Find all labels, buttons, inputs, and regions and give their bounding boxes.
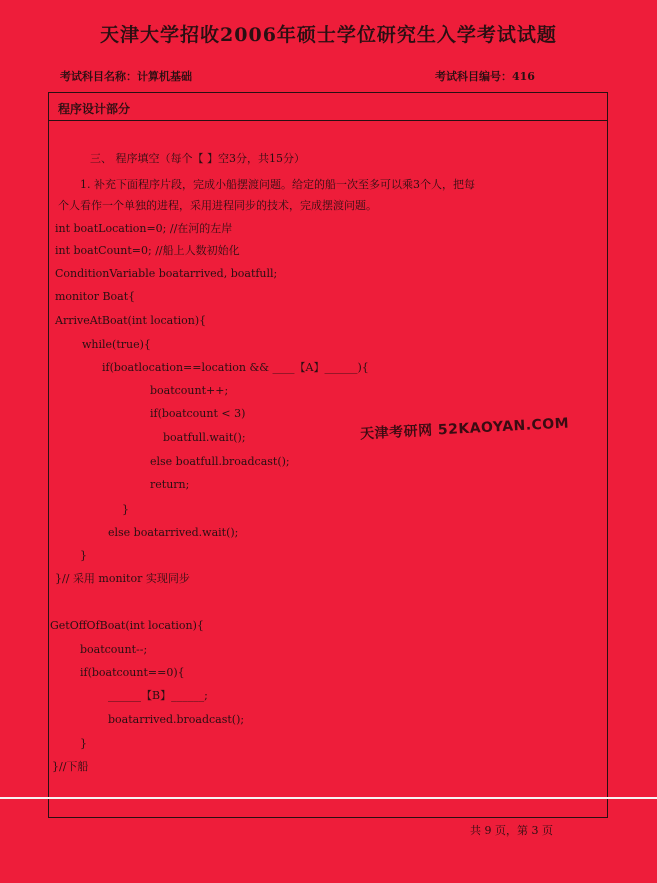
code-line-blank-a: if(boatlocation==location && ____【A】______){: [102, 361, 369, 374]
section-title: 程序设计部分: [58, 102, 131, 116]
code-line: else boatarrived.wait();: [108, 526, 239, 539]
page-footer: 共 9 页，第 3 页: [470, 824, 553, 837]
subject-code-label: 考试科目编号：416: [435, 70, 535, 83]
code-line: }: [80, 737, 87, 750]
code-line: boatfull.wait();: [163, 431, 246, 444]
code-line: ConditionVariable boatarrived, boatfull;: [55, 267, 278, 280]
question-heading: 三、 程序填空（每个【 】空3分，共15分）: [90, 152, 305, 165]
exam-title: 天津大学招收2006年硕士学位研究生入学考试试题: [100, 24, 557, 46]
code-line: boatarrived.broadcast();: [108, 713, 245, 726]
question-text-line: 个人看作一个单独的进程，采用进程同步的技术，完成摆渡问题。: [58, 199, 377, 212]
scan-artifact-line: [0, 797, 657, 799]
code-line: while(true){: [82, 338, 151, 351]
code-line: int boatLocation=0; //在河的左岸: [55, 222, 233, 235]
code-line: }: [80, 549, 87, 562]
code-line: GetOffOfBoat(int location){: [50, 619, 204, 632]
watermark-stamp: 天津考研网 52KAOYAN.COM: [359, 415, 570, 443]
code-line-blank-b: ______【B】______;: [108, 689, 208, 702]
subject-name-label: 考试科目名称：计算机基础: [60, 70, 192, 83]
code-line: if(boatcount==0){: [80, 666, 185, 679]
question-text-line: 1. 补充下面程序片段，完成小船摆渡问题。给定的船一次至多可以乘3个人，把每: [80, 178, 475, 191]
code-line: }//下船: [52, 760, 89, 773]
code-line: }// 采用 monitor 实现同步: [55, 572, 190, 585]
code-line: monitor Boat{: [55, 290, 136, 303]
section-divider: [48, 120, 608, 121]
code-line: boatcount++;: [150, 384, 229, 397]
code-line: if(boatcount < 3): [150, 407, 246, 420]
code-line: ArriveAtBoat(int location){: [55, 314, 207, 327]
code-line: int boatCount=0; //船上人数初始化: [55, 244, 240, 257]
code-line: boatcount--;: [80, 643, 148, 656]
code-line: return;: [150, 478, 190, 491]
code-line: }: [122, 503, 129, 516]
code-line: else boatfull.broadcast();: [150, 455, 290, 468]
